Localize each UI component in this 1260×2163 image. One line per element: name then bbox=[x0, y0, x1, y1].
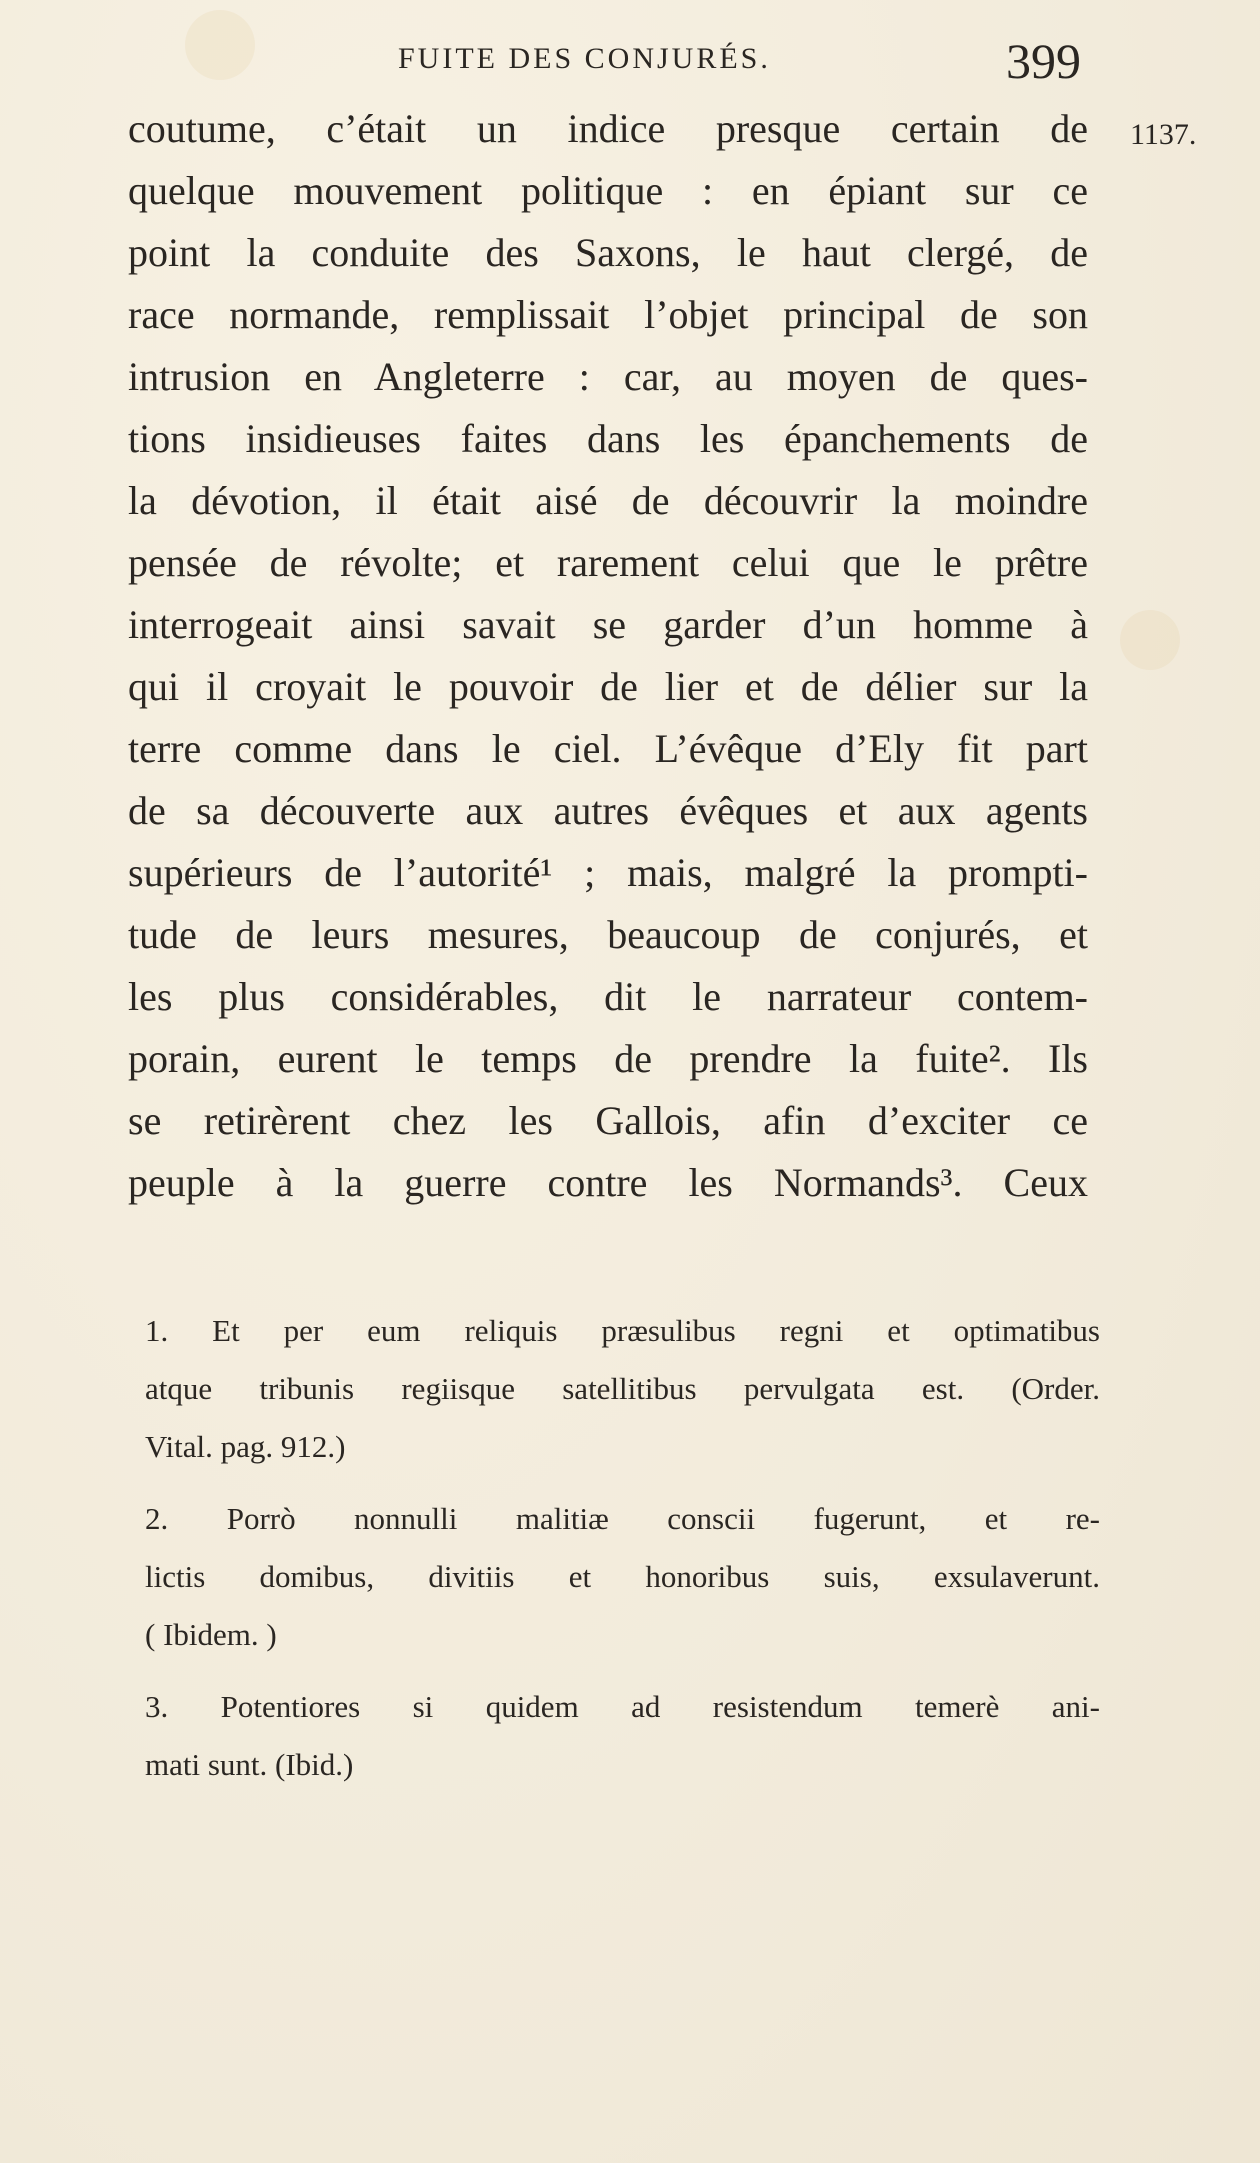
text-line: porain, eurent le temps de prendre la fuite². Ils bbox=[128, 1036, 1088, 1081]
main-text bbox=[128, 98, 1088, 1214]
text-line: la dévotion, il était aisé de découvrir la moindre bbox=[128, 478, 1088, 523]
page-number: 399 bbox=[1006, 33, 1081, 89]
text-line: point la conduite des Saxons, le haut clergé, de bbox=[128, 230, 1088, 275]
margin-date: 1137. bbox=[1130, 118, 1197, 151]
text-line: race normande, remplissait l’objet principal de son bbox=[128, 292, 1088, 337]
footnote-1-line: Vital. pag. 912.) bbox=[145, 1429, 346, 1464]
text-line: terre comme dans le ciel. L’évêque d’Ely fit part bbox=[128, 726, 1088, 771]
text-line: tude de leurs mesures, beaucoup de conjurés, et bbox=[128, 912, 1088, 957]
page-stain bbox=[1120, 610, 1180, 670]
text-line: peuple à la guerre contre les Normands³. Ceux bbox=[128, 1160, 1088, 1205]
footnotes bbox=[145, 1302, 1100, 1794]
text-line: pensée de révolte; et rarement celui que le prêtre bbox=[128, 540, 1088, 585]
text-line: tions insidieuses faites dans les épanchements de bbox=[128, 416, 1088, 461]
footnote-1-line: 1. Et per eum reliquis præsulibus regni et optimatibus bbox=[145, 1313, 1100, 1348]
footnote-2-line: 2. Porrò nonnulli malitiæ conscii fugerunt, et re- bbox=[145, 1501, 1100, 1536]
text-line: intrusion en Angleterre : car, au moyen de ques- bbox=[128, 354, 1088, 399]
text-line: qui il croyait le pouvoir de lier et de délier sur la bbox=[128, 664, 1088, 709]
text-line: se retirèrent chez les Gallois, afin d’exciter ce bbox=[128, 1098, 1088, 1143]
footnote-1-line: atque tribunis regiisque satellitibus pervulgata est. (Order. bbox=[145, 1371, 1100, 1406]
text-line: coutume, c’était un indice presque certain de bbox=[128, 106, 1088, 151]
text-line: supérieurs de l’autorité¹ ; mais, malgré la prompti- bbox=[128, 850, 1088, 895]
text-line: les plus considérables, dit le narrateur contem- bbox=[128, 974, 1088, 1019]
text-line: de sa découverte aux autres évêques et aux agents bbox=[128, 788, 1088, 833]
footnote-3-line: 3. Potentiores si quidem ad resistendum temerè ani- bbox=[145, 1689, 1100, 1724]
footnote-2-line: ( Ibidem. ) bbox=[145, 1617, 277, 1652]
running-head-title: FUITE DES CONJURÉS. bbox=[398, 42, 771, 75]
text-line: interrogeait ainsi savait se garder d’un homme à bbox=[128, 602, 1088, 647]
running-head bbox=[0, 32, 1260, 102]
footnote-2-line: lictis domibus, divitiis et honoribus suis, exsulaverunt. bbox=[145, 1559, 1100, 1594]
footnote-3-line: mati sunt. (Ibid.) bbox=[145, 1747, 354, 1782]
text-line: quelque mouvement politique : en épiant sur ce bbox=[128, 168, 1088, 213]
